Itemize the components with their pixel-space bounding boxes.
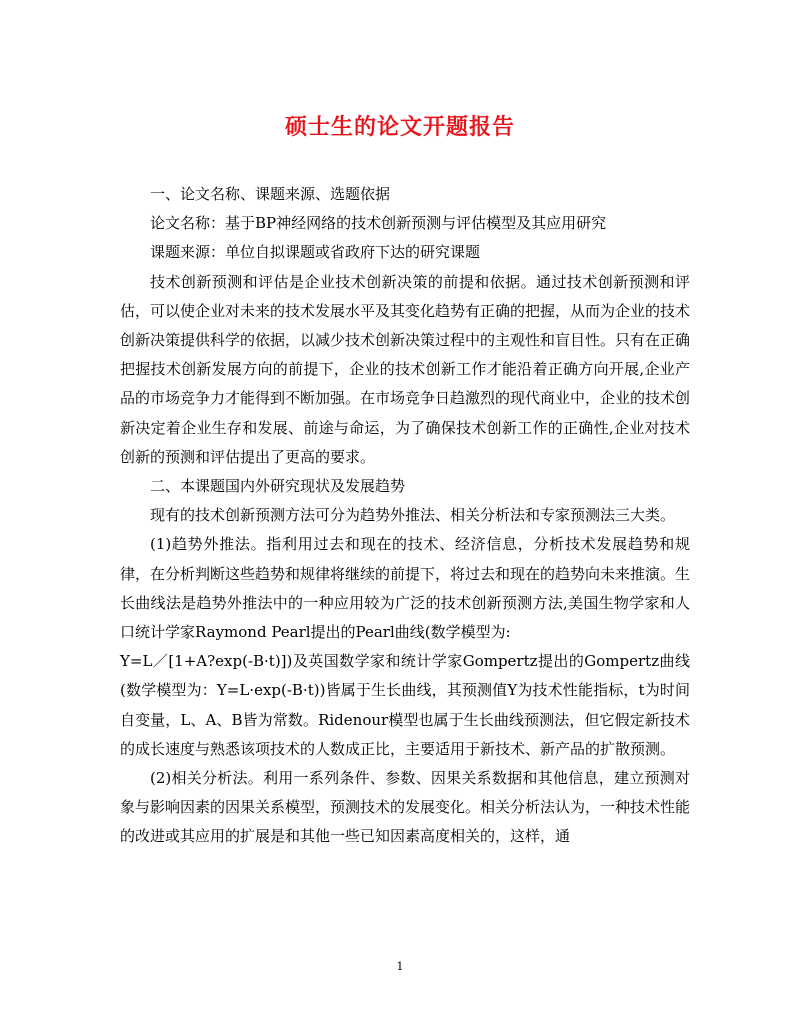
paragraph-growth-curves: Y=L／[1+A?exp(-B·t)])及英国数学家和统计学家Gompertz提出的Gompertz曲线(数学模型为：Y=L·exp(-B·t))皆属于生长曲线，其预测值Y为技术性能指标，t为时间自变量，L、A、B皆为常数。Ridenour模型也属于生长曲线预测法，但它假定新技术的成长速度与熟悉该项技术的人数成正比，主要适用于新技术、新产品的扩散预测。 — [120, 652, 690, 758]
document-body — [120, 180, 690, 852]
paragraph-methods-intro: 现有的技术创新预测方法可分为趋势外推法、相关分析法和专家预测法三大类。 — [150, 506, 676, 525]
topic-source-line: 课题来源：单位自拟课题或省政府下达的研究课题 — [150, 243, 481, 262]
paragraph-correlation-analysis: (2)相关分析法。利用一系列条件、参数、因果关系数据和其他信息，建立预测对象与影响因素的因果关系模型，预测技术的发展变化。相关分析法认为，一种技术性能的改进或其应用的扩展是和其他一些已知因素高度相关的，这样，通 — [120, 769, 691, 846]
paragraph-rationale: 技术创新预测和评估是企业技术创新决策的前提和依据。通过技术创新预测和评估，可以使企业对未来的技术发展水平及其变化趋势有正确的把握，从而为企业的技术创新决策提供科学的依据，以减少技术创新决策过程中的主观性和盲目性。只有在正确把握技术创新发展方向的前提下，企业的技术创新工作才能沿着正确方向开展,企业产品的市场竞争力才能得到不断加强。在市场竞争日趋激烈的现代商业中，企业的技术创新决定着企业生存和发展、前途与命运，为了确保技术创新工作的正确性,企业对技术创新的预测和评估提出了更高的要求。 — [120, 272, 691, 466]
paragraph-trend-extrapolation: (1)趋势外推法。指利用过去和现在的技术、经济信息，分析技术发展趋势和规律，在分析判断这些趋势和规律将继续的前提下，将过去和现在的趋势向未来推演。生长曲线法是趋势外推法中的一种应用较为广泛的技术创新预测方法,美国生物学家和人口统计学家Raymond Pearl提出的Pearl曲线(数学模型为: — [120, 535, 691, 642]
thesis-name-line: 论文名称：基于BP神经网络的技术创新预测与评估模型及其应用研究 — [150, 214, 607, 233]
section-heading-1: 一、论文名称、课题来源、选题依据 — [150, 185, 391, 203]
document-title: 硕士生的论文开题报告 — [284, 114, 515, 140]
section-heading-2: 二、本课题国内外研究现状及发展趋势 — [150, 477, 406, 496]
page-number: 1 — [396, 960, 404, 973]
